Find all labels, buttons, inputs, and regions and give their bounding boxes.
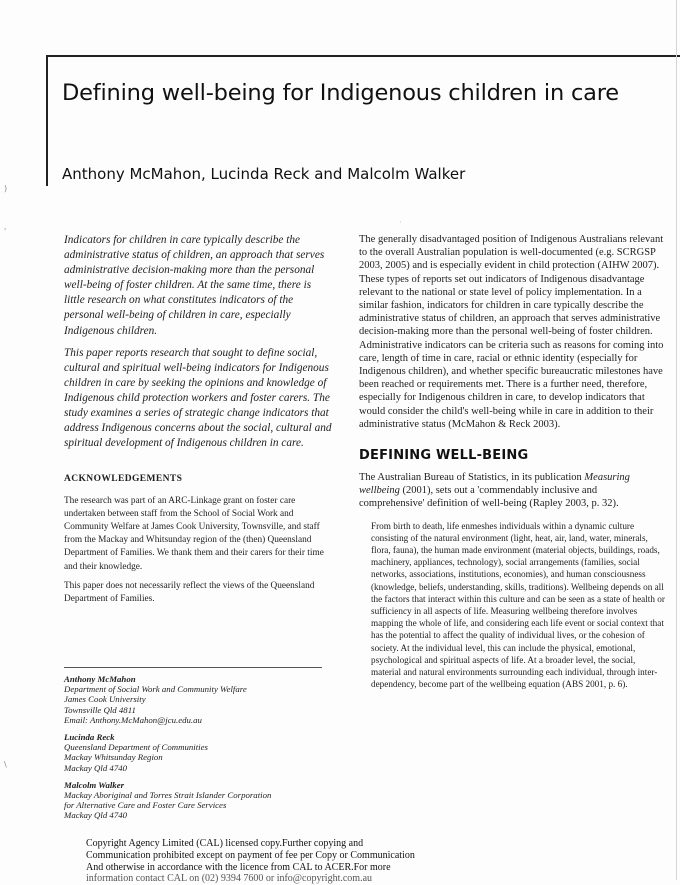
acknowledgements-heading: ACKNOWLEDGEMENTS — [64, 474, 183, 484]
copyright-line: Copyright Agency Limited (CAL) licensed copy.Further copying and — [86, 838, 364, 849]
affiliation-email: Email: Anthony.McMahon@jcu.edu.au — [64, 714, 202, 725]
affiliation-line: Mackay Whitsunday Region — [64, 752, 163, 763]
abstract — [64, 233, 332, 458]
affiliation-name: Anthony McMahon — [64, 674, 136, 684]
section-heading: DEFINING WELL-BEING — [359, 448, 529, 464]
copyright-line: information contact CAL on (02) 9394 7600 or info@copyright.com.au — [86, 873, 373, 885]
affiliation-block — [64, 674, 332, 725]
margin-tick-mark: \ — [4, 760, 7, 769]
affiliation-line: Queensland Department of Communities — [64, 742, 208, 753]
affiliation-line: James Cook University — [64, 694, 146, 705]
affiliation-line: for Alternative Care and Foster Care Services — [64, 800, 227, 811]
affiliation-name: Lucinda Reck — [64, 732, 115, 743]
affiliation-line: Mackay Aboriginal and Torres Strait Islander Corporation — [64, 790, 272, 801]
body-column — [359, 233, 665, 691]
section-paragraph-text: The Australian Bureau of Statistics, in its publication — [359, 472, 585, 484]
affiliation-line: Townsville Qld 4811 — [64, 704, 136, 715]
section-paragraph-text: (2001), sets out a 'commendably inclusive and comprehensive' definition of well-being (Rapley 2003, p. 32). — [359, 485, 619, 510]
acknowledgements — [64, 473, 332, 612]
margin-tick-mark: ) — [4, 184, 8, 193]
affiliation-name: Malcolm Walker — [64, 779, 125, 790]
scan-speck: · — [399, 218, 402, 227]
affiliations-divider — [64, 667, 322, 668]
affiliation-block — [64, 780, 332, 821]
article-title: Defining well-being for Indigenous children in care — [62, 80, 619, 106]
abstract-paragraph: Indicators for children in care typically describe the administrative status of children, an approach that serves administrative decision-making more than the personal well-being of foster children. At the same time, there is little research on what constitutes indicators of the personal well-being of children in care, especially Indigenous children. — [64, 234, 325, 337]
publication-title: Measuring wellbeing — [359, 472, 630, 497]
abstract-paragraph: This paper reports research that sought to define social, cultural and spiritual well-being indicators for Indigenous children in care by seeking the opinions and knowledge of Indigenous child protection workers and foster carers. The study examines a series of strategic change indicators that address Indigenous concerns about the social, cultural and spiritual development of Indigenous children in care. — [64, 346, 332, 450]
affiliation-line: Mackay Qld 4740 — [64, 762, 128, 773]
header-rule-top — [46, 55, 680, 57]
intro-paragraph: The generally disadvantaged position of Indigenous Australians relevant to the overall Australian population is well-documented (e.g. SCRGSP 2003, 2005) and is especially evident in child protection (AIHW 2007). These types of reports set out indicators of Indigenous disadvantage relevant to the national or state level of policy implementation. In a similar fashion, indicators for children in care typically describe the administrative status of children, an approach that serves administrative decision-making more than the personal well-being of foster children. Administrative indicators can be criteria such as reasons for coming into care, length of time in care, racial or ethnic identity (especially for Indigenous children), and whether specific bureaucratic milestones have been reached or requirements met. There is a further need, therefore, especially for Indigenous children in care, to develop indicators that would consider the child's well-being while in care in addition to their administrative status (McMahon & Reck 2003). — [359, 234, 664, 430]
affiliation-block — [64, 732, 332, 773]
copyright-line: And otherwise in accordance with the licence from CAL to ACER.For more — [86, 861, 391, 873]
section-paragraph — [359, 471, 665, 511]
affiliation-line: Mackay Qld 4740 — [64, 810, 128, 821]
copyright-line: Communication prohibited except on payment of fee per Copy or Communication — [86, 849, 415, 861]
author-affiliations — [64, 674, 332, 828]
acknowledgements-paragraph: The research was part of an ARC-Linkage grant on foster care undertaken between staff from the School of Social Work and Community Welfare at James Cook University, Townsville, and staff from the Mackay and Whitsunday region of the (then) Queensland Department of Families. We thank them and their carers for their time and their knowledge. — [64, 496, 324, 572]
copyright-notice — [86, 838, 446, 885]
block-quote: From birth to death, life enmeshes individuals within a dynamic culture consisting of the natural environment (light, heat, air, land, water, minerals, flora, fauna), the human made environment (material objects, buildings, roads, machinery, appliances, technology), social arrangements (families, social networks, associations, institutions, economies), and human consciousness (knowledge, beliefs, understanding, skills, traditions). Wellbeing depends on all the factors that interact within this culture and can be seen as a state of health or sufficiency in all aspects of life. Measuring wellbeing therefore involves mapping the whole of life, and considering each life event or social context that has the potential to affect the quality of individual lives, or the cohesion of society. At the individual level, this can include the physical, emotional, psychological and spiritual aspects of life. At a broader level, the social, material and natural environments surrounding each individual, through inter-dependency, become part of the wellbeing equation (ABS 2001, p. 6). — [371, 520, 665, 690]
header-rule-left — [46, 55, 48, 186]
article-authors: Anthony McMahon, Lucinda Reck and Malcolm Walker — [62, 165, 466, 183]
margin-tick-mark: ' — [4, 227, 7, 236]
page-edge-line — [676, 0, 677, 880]
acknowledgements-paragraph: This paper does not necessarily reflect the views of the Queensland Department of Families. — [64, 580, 315, 604]
affiliation-line: Department of Social Work and Community Welfare — [64, 684, 247, 695]
